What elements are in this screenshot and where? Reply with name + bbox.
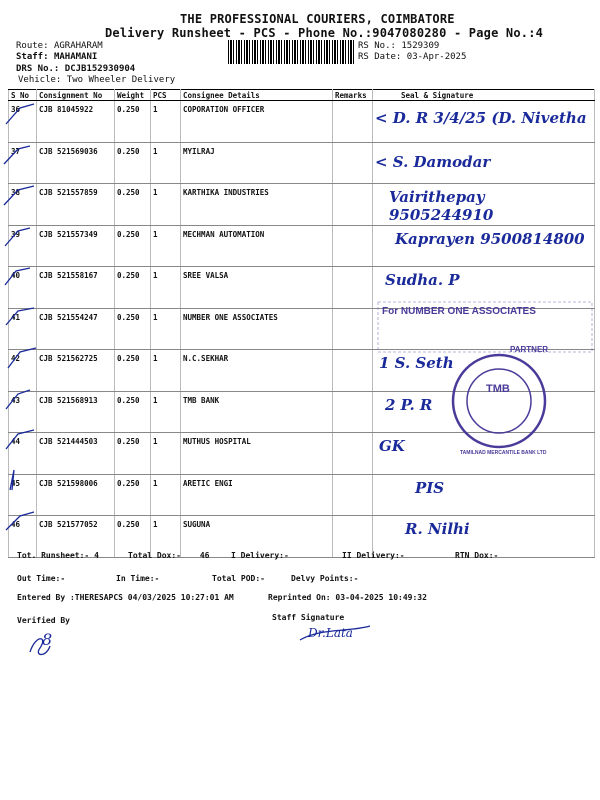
company-title: THE PROFESSIONAL COURIERS, COIMBATORE [180, 12, 455, 26]
runsheet-table [8, 89, 595, 558]
cell-weight: 0.250 [115, 474, 151, 516]
cell-consignee: MUTHUS HOSPITAL [181, 433, 333, 475]
route-label: Route: [16, 41, 49, 51]
handwritten-signature: < D. R 3/4/25 (D. Nivetha [375, 109, 587, 127]
cell-weight: 0.250 [115, 101, 151, 143]
cell-consignee: MYILRAJ [181, 142, 333, 184]
cell-sno: 44 [9, 433, 37, 475]
partner-stamp-title: PARTNER [510, 345, 549, 354]
column-header: PCS [151, 90, 181, 101]
barcode [228, 40, 354, 64]
cell-pcs: 1 [151, 308, 181, 350]
table-row [9, 391, 595, 433]
vehicle-label: Vehicle: [18, 75, 62, 85]
cell-cn: CJB 521598006 [37, 474, 115, 516]
rs-no-value: 1529309 [401, 41, 440, 51]
cell-weight: 0.250 [115, 308, 151, 350]
rs-no-label: RS No.: [358, 41, 396, 51]
total-dox-value: 46 [199, 551, 210, 560]
cell-consignee: TMB BANK [181, 391, 333, 433]
reprinted-on: Reprinted On: 03-04-2025 10:49:32 [268, 593, 427, 602]
out-time: Out Time:- [17, 574, 66, 583]
cell-signature [373, 267, 595, 309]
rs-date-value: 03-Apr-2025 [406, 52, 467, 62]
cell-consignee: SREE VALSA [181, 267, 333, 309]
cell-consignee: SUGUNA [181, 516, 333, 558]
cell-cn: CJB 521577052 [37, 516, 115, 558]
cell-consignee: N.C.SEKHAR [181, 350, 333, 392]
column-header: Seal & Signature [373, 90, 595, 101]
column-header: Weight [115, 90, 151, 101]
drs-label: DRS No.: [16, 64, 60, 74]
handwritten-signature: PIS [415, 478, 445, 497]
handwritten-signature: 2 P. R [385, 395, 433, 414]
cell-consignee: KARTHIKA INDUSTRIES [181, 184, 333, 226]
cell-weight: 0.250 [115, 433, 151, 475]
cell-remarks [333, 142, 373, 184]
staff-label: Staff: [16, 52, 49, 62]
column-header: S No [9, 90, 37, 101]
handwritten-signature: R. Nilhi [405, 520, 470, 538]
cell-sno: 40 [9, 267, 37, 309]
column-header: Consignee Details [181, 90, 333, 101]
cell-signature [373, 474, 595, 516]
handwritten-signature: 1 S. Seth [379, 354, 454, 372]
route-value: AGRAHARAM [53, 41, 103, 51]
cell-remarks [333, 474, 373, 516]
cell-signature [373, 184, 595, 226]
cell-consignee: NUMBER ONE ASSOCIATES [181, 308, 333, 350]
cell-signature [373, 391, 595, 433]
total-dox [128, 551, 209, 560]
rs-date-line [358, 52, 466, 62]
table-header-row [9, 90, 595, 101]
cell-remarks [333, 184, 373, 226]
cell-consignee: MECHMAN AUTOMATION [181, 225, 333, 267]
cell-remarks [333, 225, 373, 267]
cell-sno: 38 [9, 184, 37, 226]
cell-cn: CJB 521554247 [37, 308, 115, 350]
handwritten-signature: GK [379, 437, 405, 455]
cell-cn: CJB 521444503 [37, 433, 115, 475]
rtn-dox: RTN Dox:- [455, 551, 499, 560]
cell-remarks [333, 101, 373, 143]
verified-signature: 8 [42, 630, 53, 649]
table-row [9, 142, 595, 184]
verified-by: Verified By [17, 616, 70, 625]
cell-pcs: 1 [151, 350, 181, 392]
cell-sno: 45 [9, 474, 37, 516]
cell-weight: 0.250 [115, 516, 151, 558]
vehicle-value: Two Wheeler Delivery [66, 75, 176, 85]
column-header: Remarks [333, 90, 373, 101]
total-dox-label: Total Dox:- [128, 551, 181, 560]
rs-date-label: RS Date: [358, 52, 402, 62]
bank-seal-center: TMB [486, 383, 510, 395]
cell-pcs: 1 [151, 516, 181, 558]
cell-sno: 42 [9, 350, 37, 392]
cell-cn: CJB 81045922 [37, 101, 115, 143]
handwritten-signature: Vairithepay 9505244910 [389, 188, 494, 224]
handwritten-signature: < S. Damodar [375, 152, 491, 171]
cell-sno: 36 [9, 101, 37, 143]
cell-pcs: 1 [151, 267, 181, 309]
cell-sno: 46 [9, 516, 37, 558]
entered-by: Entered By :THERESAPCS 04/03/2025 10:27:01 AM [17, 593, 234, 602]
cell-sno: 43 [9, 391, 37, 433]
staff-signature: Dr.Lata [308, 626, 353, 640]
cell-cn: CJB 521558167 [37, 267, 115, 309]
partner-stamp-firm: For NUMBER ONE ASSOCIATES [382, 306, 536, 317]
cell-remarks [333, 308, 373, 350]
cell-weight: 0.250 [115, 142, 151, 184]
handwritten-signature: Sudha. P [385, 271, 460, 289]
runsheet-subtitle: Delivery Runsheet - PCS - Phone No.:9047080280 - Page No.:4 [105, 26, 544, 40]
table-row [9, 225, 595, 267]
cell-signature [373, 142, 595, 184]
cell-remarks [333, 350, 373, 392]
table-row [9, 184, 595, 226]
in-time: In Time:- [116, 574, 160, 583]
tot-runsheet: Tot. Runsheet:- 4 [17, 551, 99, 560]
cell-pcs: 1 [151, 391, 181, 433]
cell-signature [373, 350, 595, 392]
cell-pcs: 1 [151, 142, 181, 184]
cell-cn: CJB 521557349 [37, 225, 115, 267]
cell-pcs: 1 [151, 474, 181, 516]
cell-cn: CJB 521557859 [37, 184, 115, 226]
total-pod: Total POD:- [212, 574, 265, 583]
staff-line [16, 52, 97, 62]
ii-delivery: II Delivery:- [342, 551, 405, 560]
cell-consignee: COPORATION OFFICER [181, 101, 333, 143]
cell-weight: 0.250 [115, 267, 151, 309]
cell-pcs: 1 [151, 101, 181, 143]
cell-cn: CJB 521569036 [37, 142, 115, 184]
cell-sno: 39 [9, 225, 37, 267]
cell-pcs: 1 [151, 184, 181, 226]
table-body [9, 101, 595, 558]
cell-consignee: ARETIC ENGI [181, 474, 333, 516]
column-header: Consignment No [37, 90, 115, 101]
vehicle-line [18, 75, 175, 85]
staff-value: MAHAMANI [53, 52, 98, 62]
cell-remarks [333, 433, 373, 475]
table-row [9, 267, 595, 309]
cell-cn: CJB 521562725 [37, 350, 115, 392]
i-delivery: I Delivery:- [231, 551, 289, 560]
bank-seal-ring: TAMILNAD MERCANTILE BANK LTD [460, 450, 547, 456]
delvy-points: Delvy Points:- [291, 574, 359, 583]
cell-weight: 0.250 [115, 184, 151, 226]
table-row [9, 101, 595, 143]
route-line [16, 41, 103, 51]
staff-signature-label: Staff Signature [272, 613, 345, 622]
handwritten-signature: Kaprayen 9500814800 [395, 229, 585, 248]
rs-no-line [358, 41, 439, 51]
cell-pcs: 1 [151, 225, 181, 267]
drs-line [16, 64, 135, 74]
cell-weight: 0.250 [115, 350, 151, 392]
cell-signature [373, 225, 595, 267]
cell-sno: 37 [9, 142, 37, 184]
cell-weight: 0.250 [115, 225, 151, 267]
cell-remarks [333, 267, 373, 309]
drs-value: DCJB152930904 [64, 64, 136, 74]
cell-sno: 41 [9, 308, 37, 350]
cell-signature [373, 101, 595, 143]
cell-cn: CJB 521568913 [37, 391, 115, 433]
cell-remarks [333, 391, 373, 433]
table-row [9, 474, 595, 516]
cell-pcs: 1 [151, 433, 181, 475]
cell-weight: 0.250 [115, 391, 151, 433]
